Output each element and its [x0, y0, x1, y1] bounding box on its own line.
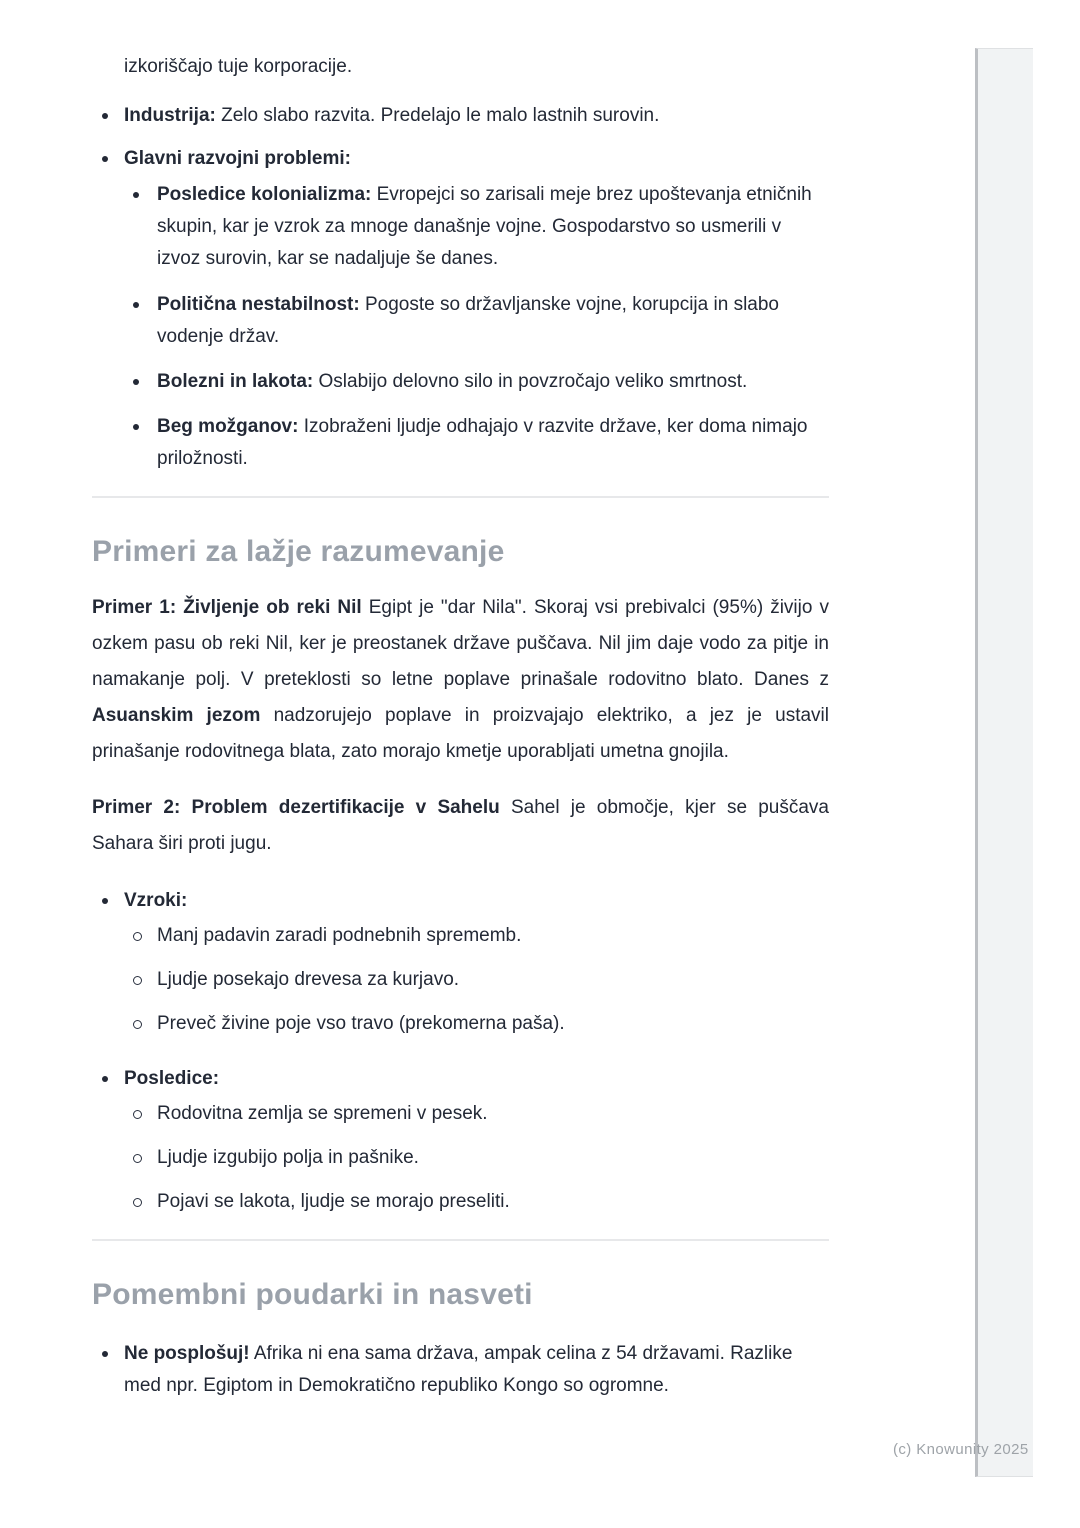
section-divider — [92, 1239, 829, 1241]
list-item-kolonializem — [124, 179, 829, 275]
list-item-label: Vzroki: — [124, 890, 188, 911]
list-item-text: Ljudje posekajo drevesa za kurjavo. — [157, 969, 460, 990]
list-item-cause — [124, 920, 829, 952]
example-1-paragraph: Primer 1: Življenje ob reki Nil Egipt je "dar Nila". Skoraj vsi prebivalci (95%) živijo v ozkem pasu ob reki Nil, ker je preostanek države puščava. Nil jim daje vodo za pitje in namakanje polj. V preteklosti so letne poplave prinašale rodovitno blato. Danes z Asuanskim jezom nadzorujejo poplave in proizvajajo elektriko, a jez je ustavil prinašanje rodovitnega blata, zato morajo kmetje uporabljati umetna gnojila. — [92, 597, 829, 762]
causes-sublist — [124, 920, 829, 1040]
list-item-consequence — [124, 1142, 829, 1174]
circle-bullet-icon — [133, 976, 142, 985]
list-item-text: Ljudje izgubijo polja in pašnike. — [157, 1147, 419, 1168]
bullet-icon — [133, 302, 139, 308]
bullet-icon — [102, 1076, 108, 1082]
bullet-icon — [133, 192, 139, 198]
list-item-text: Posledice kolonializma: Evropejci so zarisali meje brez upoštevanja etničnih skupin, kar je vzrok za mnoge današnje vojne. Gospodarstvo so usmerili v izvoz surovin, kar se nadaljuje še danes. — [157, 184, 812, 269]
tips-list — [92, 1338, 829, 1402]
list-item-text: Pojavi se lakota, ljudje se morajo preseliti. — [157, 1191, 510, 1212]
development-problems-list — [92, 51, 829, 475]
circle-bullet-icon — [133, 1020, 142, 1029]
list-item-vzroki — [92, 885, 829, 1040]
list-item-ne-posplosuj — [92, 1338, 829, 1402]
list-item-nestabilnost — [124, 289, 829, 353]
list-item-label: Posledice: — [124, 1068, 220, 1089]
bullet-icon — [102, 113, 108, 119]
bullet-icon — [133, 424, 139, 430]
list-item-text: Manj padavin zaradi podnebnih sprememb. — [157, 925, 522, 946]
section-heading-examples: Primeri za lažje razumevanje — [92, 535, 505, 568]
list-item-text: Industrija: Zelo slabo razvita. Predelajo le malo lastnih surovin. — [124, 105, 660, 126]
circle-bullet-icon — [133, 932, 142, 941]
circle-bullet-icon — [133, 1198, 142, 1207]
list-item-text: Glavni razvojni problemi: — [124, 148, 351, 169]
right-page-edge — [975, 48, 1033, 1477]
list-item-text: Preveč živine poje vso travo (prekomerna paša). — [157, 1013, 565, 1034]
document-content — [92, 0, 829, 1402]
list-item-text: Bolezni in lakota: Oslabijo delovno silo in povzročajo veliko smrtnost. — [157, 371, 748, 392]
circle-bullet-icon — [133, 1110, 142, 1119]
list-item-text: Politična nestabilnost: Pogoste so državljanske vojne, korupcija in slabo vodenje držav. — [157, 294, 779, 347]
section-heading-tips: Pomembni poudarki in nasveti — [92, 1278, 533, 1311]
bullet-icon — [133, 379, 139, 385]
bullet-icon — [102, 1351, 108, 1357]
bullet-icon — [102, 156, 108, 162]
example-2-paragraph: Primer 2: Problem dezertifikacije v Sahelu Sahel je območje, kjer se puščava Sahara širi proti jugu. — [92, 797, 829, 854]
list-item-glavni-problemi — [92, 143, 829, 475]
sahel-list — [92, 885, 829, 1218]
list-item-beg-mozganov — [124, 411, 829, 475]
section-divider — [92, 496, 829, 498]
list-item-bolezni — [124, 366, 829, 398]
list-item-text: Ne posplošuj! Afrika ni ena sama država, ampak celina z 54 državami. Razlike med npr. Egiptom in Demokratično republiko Kongo so ogromne. — [124, 1343, 793, 1396]
list-item-industrija — [92, 100, 829, 132]
consequences-sublist — [124, 1098, 829, 1218]
list-item-continuation — [92, 51, 829, 83]
list-item-text: Rodovitna zemlja se spremeni v pesek. — [157, 1103, 488, 1124]
list-item-cause — [124, 964, 829, 996]
list-item-posledice — [92, 1063, 829, 1218]
list-item-consequence — [124, 1098, 829, 1130]
list-item-cause — [124, 1008, 829, 1040]
footer-copyright: (c) Knowunity 2025 — [893, 1441, 1029, 1458]
problems-sublist — [124, 179, 829, 475]
list-item-text: izkoriščajo tuje korporacije. — [124, 56, 353, 77]
bullet-icon — [102, 898, 108, 904]
list-item-consequence — [124, 1186, 829, 1218]
circle-bullet-icon — [133, 1154, 142, 1163]
list-item-text: Beg možganov: Izobraženi ljudje odhajajo v razvite države, ker doma nimajo priložnosti. — [157, 416, 808, 469]
